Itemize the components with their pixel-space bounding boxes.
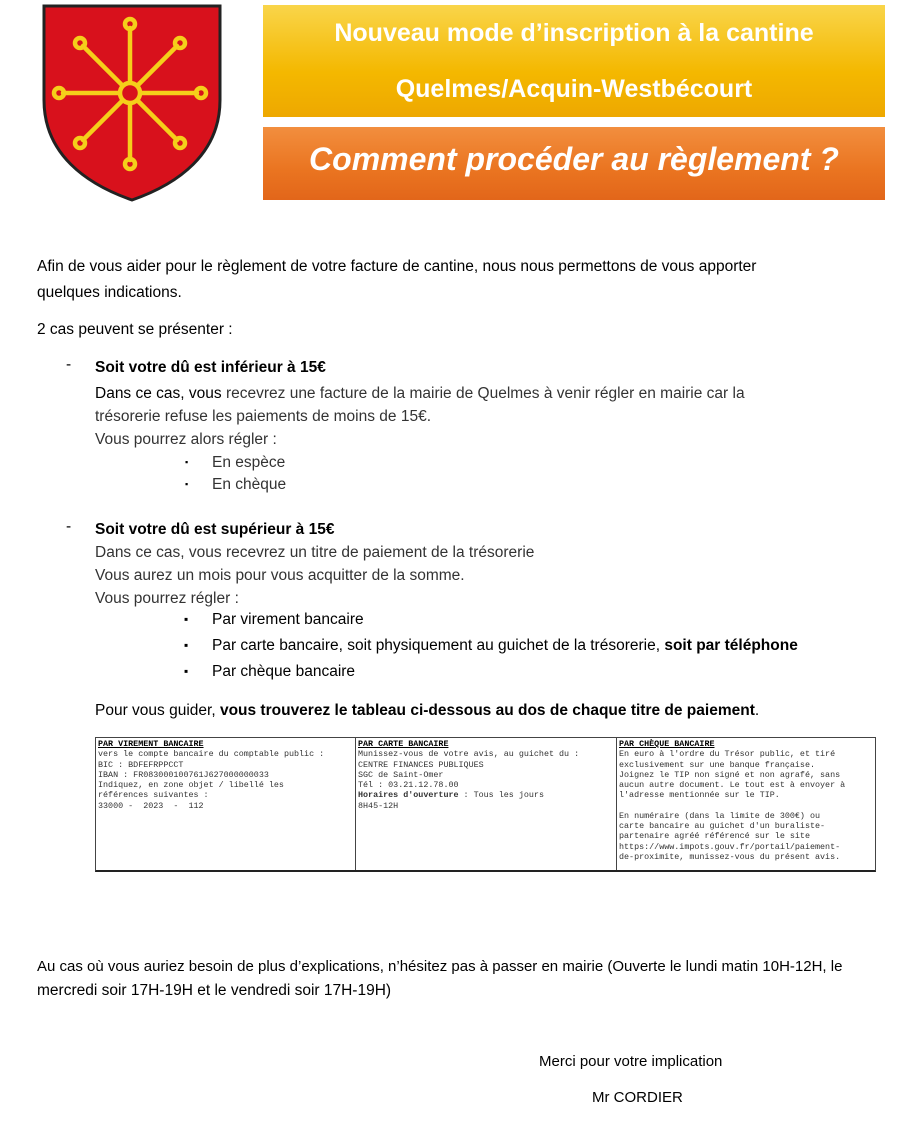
case1-line1-rest: recevrez une facture de la mairie de Quelmes à venir régler en mairie car la — [225, 385, 745, 402]
guide-prefix: Pour vous guider, — [95, 702, 220, 719]
table-line: de-proximite, munissez-vous du présent avis. — [619, 851, 841, 862]
table-line: l'adresse mentionnée sur le TIP. — [619, 790, 780, 801]
case1-line-1 — [95, 382, 745, 406]
table-line: BIC : BDFEFRPPCCT — [98, 759, 184, 770]
signature: Mr CORDIER — [592, 1089, 683, 1106]
opening-hours-value: 8H45-12H — [358, 800, 399, 811]
column-header-virement: PAR VIREMENT BANCAIRE — [98, 739, 204, 749]
case1-dash: - — [66, 356, 72, 373]
case2-option2-bold: soit par téléphone — [664, 637, 798, 654]
case1-line-2: trésorerie refuse les paiements de moins de 15€. — [95, 408, 432, 425]
case1-title: Soit votre dû est inférieur à 15€ — [95, 359, 326, 376]
case2-option-2 — [212, 634, 798, 658]
intro-line-2: quelques indications. — [37, 284, 182, 301]
case2-option-3: Par chèque bancaire — [212, 663, 356, 680]
case2-bullet-1: ▪ — [184, 612, 189, 626]
table-line: IBAN : FR083000100761J627000000033 — [98, 769, 269, 780]
footer-line-2: mercredi soir 17H-19H et le vendredi soir 17H-19H) — [37, 982, 392, 999]
table-column-carte — [356, 738, 617, 870]
title-line-1: Nouveau mode d’inscription à la cantine — [334, 19, 814, 47]
case1-option-1: En espèce — [212, 454, 286, 471]
table-line: CENTRE FINANCES PUBLIQUES — [358, 759, 484, 770]
case2-line-1: Dans ce cas, vous recevrez un titre de paiement de la trésorerie — [95, 544, 535, 561]
payment-methods-table — [95, 737, 876, 872]
case2-bullet-2: ▪ — [184, 638, 189, 652]
case2-title: Soit votre dû est supérieur à 15€ — [95, 521, 335, 538]
opening-hours-line — [358, 790, 614, 800]
case1-line1-prefix: Dans ce cas, vous — [95, 385, 226, 402]
footer-line-1: Au cas où vous auriez besoin de plus d’explications, n’hésitez pas à passer en mairie (Ouverte le lundi matin 10H-12H, le — [37, 958, 843, 975]
case1-line-3: Vous pourrez alors régler : — [95, 431, 277, 448]
table-spacer — [619, 801, 875, 811]
table-column-virement — [96, 738, 356, 870]
thanks-text: Merci pour votre implication — [539, 1053, 723, 1070]
table-line: Joignez le TIP non signé et non agrafé, sans — [619, 769, 841, 780]
case2-line-3: Vous pourrez régler : — [95, 590, 239, 607]
intro-line-1: Afin de vous aider pour le règlement de votre facture de cantine, nous nous permettons de vous apporter — [37, 258, 757, 275]
title-banner — [263, 5, 885, 117]
table-line: aucun autre document. Le tout est à envoyer à — [619, 780, 846, 791]
table-line: Tél : 03.21.12.78.00 — [358, 780, 459, 791]
case2-option-1: Par virement bancaire — [212, 611, 364, 628]
subtitle-banner: Comment procéder au règlement ? — [263, 127, 885, 200]
case1-option-2: En chèque — [212, 476, 287, 493]
table-line: 33000 - 2023 - 112 — [98, 800, 204, 811]
table-column-cheque — [617, 738, 877, 870]
coat-of-arms-icon — [38, 4, 226, 202]
opening-hours-label: Horaires d'ouverture — [358, 790, 459, 801]
cases-intro: 2 cas peuvent se présenter : — [37, 321, 233, 338]
case2-option2-prefix: Par carte bancaire, soit physiquement au guichet de la trésorerie, — [212, 637, 665, 654]
opening-hours-rest: : Tous les jours — [458, 790, 544, 801]
case1-bullet-2: ▪ — [185, 479, 189, 489]
table-line: Indiquez, en zone objet / libellé les — [98, 780, 284, 791]
table-line: références suivantes : — [98, 790, 209, 801]
case1-bullet-1: ▪ — [185, 457, 189, 467]
column-header-carte: PAR CARTE BANCAIRE — [358, 739, 449, 749]
table-line: En euro à l'ordre du Trésor public, et tiré — [619, 749, 836, 760]
table-line: exclusivement sur une banque française. — [619, 759, 816, 770]
title-line-2: Quelmes/Acquin-Westbécourt — [395, 75, 753, 103]
table-line: carte bancaire au guichet d'un buraliste- — [619, 821, 826, 832]
guide-bold: vous trouverez le tableau ci-dessous au dos de chaque titre de paiement — [219, 702, 755, 719]
table-line: https://www.impots.gouv.fr/portail/paiement- — [619, 841, 841, 852]
case2-line-2: Vous aurez un mois pour vous acquitter de la somme. — [95, 567, 465, 584]
table-line: partenaire agréé référencé sur le site — [619, 831, 810, 842]
case2-bullet-3: ▪ — [184, 664, 189, 678]
column-header-cheque: PAR CHÈQUE BANCAIRE — [619, 739, 715, 749]
table-line: Munissez-vous de votre avis, au guichet du : — [358, 749, 580, 760]
guide-suffix: . — [754, 702, 760, 719]
guide-text — [95, 699, 759, 723]
table-line: vers le compte bancaire du comptable public : — [98, 749, 325, 760]
table-line: SGC de Saint-Omer — [358, 769, 444, 780]
case2-dash: - — [66, 518, 72, 535]
table-line: En numéraire (dans la limite de 300€) ou — [619, 810, 821, 821]
